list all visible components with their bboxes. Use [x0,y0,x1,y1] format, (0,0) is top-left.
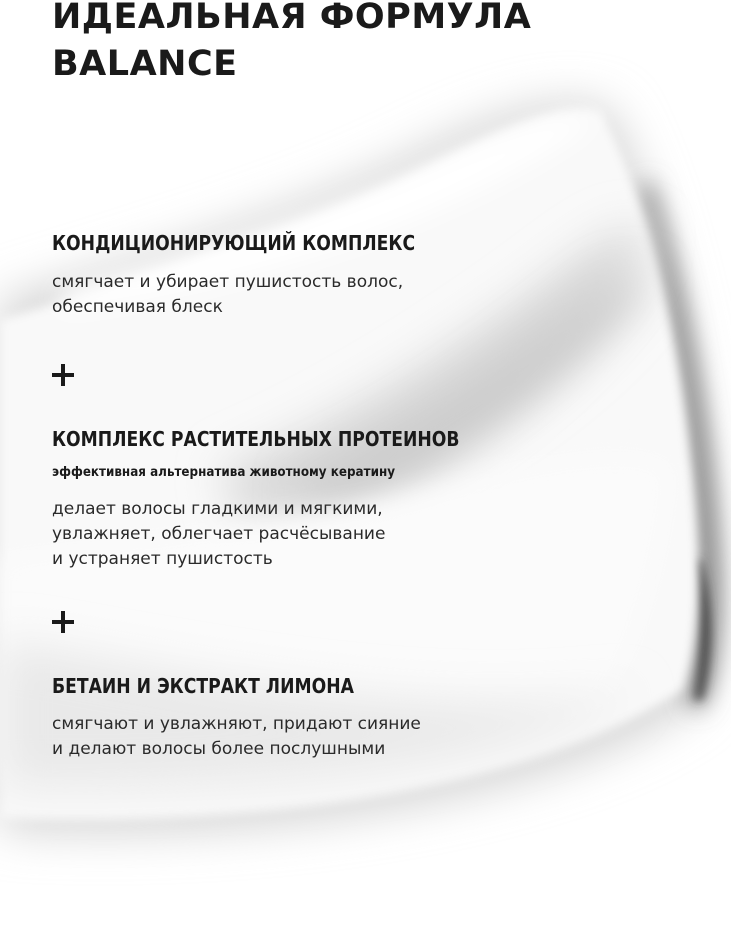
section-description-conditioning-complex [52,270,403,320]
page-title-line-1: ИДЕАЛЬНАЯ ФОРМУЛА [52,0,532,37]
section-description-betaine-lemon [52,712,421,762]
description-line: и устраняет пушистость [52,549,273,569]
section-subheading-plant-proteins: эффективная альтернатива животному кератину [52,465,396,480]
section-heading-conditioning-complex: КОНДИЦИОНИРУЮЩИЙ КОМПЛЕКС [52,231,416,255]
description-line: делает волосы гладкими и мягкими, [52,499,383,519]
plus-icon [52,611,74,633]
description-line: и делают волосы более послушными [52,739,386,759]
plus-icon [52,364,74,386]
section-description-plant-proteins [52,497,385,572]
description-line: смягчают и увлажняют, придают сияние [52,714,421,734]
section-heading-betaine-lemon: БЕТАИН И ЭКСТРАКТ ЛИМОНА [52,674,354,698]
description-line: увлажняет, облегчает расчёсывание [52,524,386,544]
description-line: обеспечивая блеск [52,297,223,317]
page-title-line-2: BALANCE [52,44,238,84]
description-line: смягчает и убирает пушистость волос, [52,272,404,292]
section-heading-plant-proteins: КОМПЛЕКС РАСТИТЕЛЬНЫХ ПРОТЕИНОВ [52,427,460,451]
page-title [52,0,531,88]
